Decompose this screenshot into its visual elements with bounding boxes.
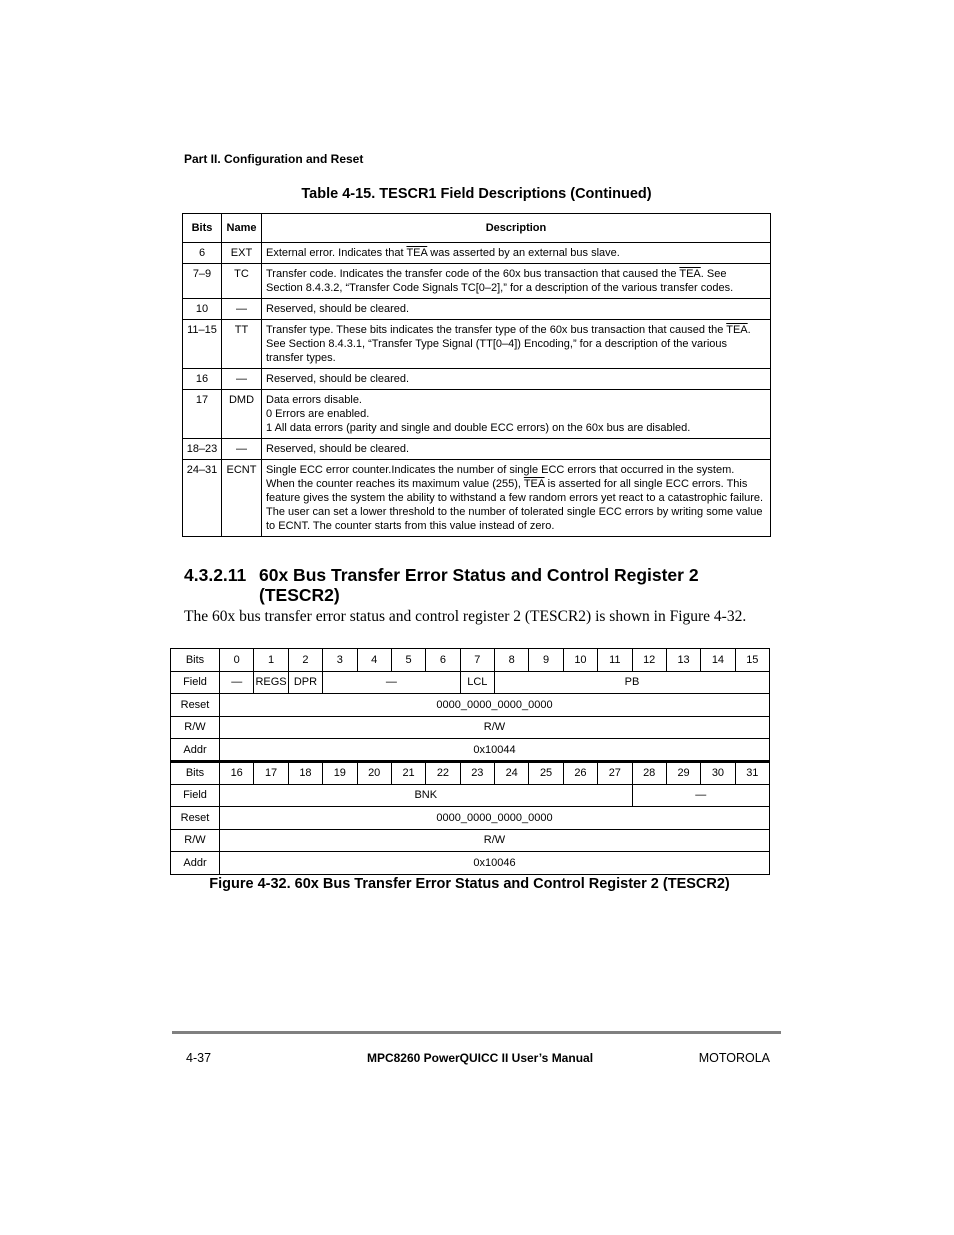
section-number: 4.3.2.11 <box>184 565 247 585</box>
row-name: EXT <box>222 243 262 264</box>
row-label-rw: R/W <box>171 829 220 852</box>
description-text: is asserted for all single ECC errors. This feature gives the system the ability to withstand a few random errors yet react to a catastrophic failure. The user can set a lower threshold to the number of tolerated single ECC errors by writing some value to ECNT. The counter starts from this value instead of zero. <box>266 478 764 532</box>
bit-number: 17 <box>254 762 288 785</box>
reset-row <box>171 694 770 717</box>
field-cell: PB <box>495 671 770 694</box>
row-name: DMD <box>222 390 262 439</box>
field-row <box>171 671 770 694</box>
row-label-addr: Addr <box>171 739 220 762</box>
bits-row <box>171 649 770 672</box>
row-name: — <box>222 439 262 460</box>
bit-number: 0 <box>220 649 254 672</box>
section-title-line1: 60x Bus Transfer Error Status and Control Register 2 <box>259 565 699 585</box>
table-row <box>183 439 771 460</box>
tea-signal: $\overline{TEA}$ <box>679 268 701 280</box>
bit-number: 1 <box>254 649 288 672</box>
bit-number: 30 <box>701 762 735 785</box>
row-bits: 6 <box>183 243 222 264</box>
bit-number: 28 <box>632 762 666 785</box>
row-bits: 24–31 <box>183 460 222 537</box>
row-label-reset: Reset <box>171 694 220 717</box>
bit-number: 4 <box>357 649 391 672</box>
row-label-bits: Bits <box>171 649 220 672</box>
table-row <box>183 243 771 264</box>
addr-value: 0x10044 <box>220 739 770 762</box>
row-label-rw: R/W <box>171 716 220 739</box>
field-cell: DPR <box>288 671 322 694</box>
bit-number: 5 <box>391 649 425 672</box>
description-text: External error. Indicates that <box>266 247 407 259</box>
footer-rule <box>172 1031 781 1034</box>
row-description <box>262 460 771 537</box>
register-diagram-lower <box>170 760 770 875</box>
row-label-reset: Reset <box>171 807 220 830</box>
figure-caption: Figure 4-32. 60x Bus Transfer Error Status and Control Register 2 (TESCR2) <box>209 876 730 892</box>
field-row <box>171 784 770 807</box>
description-text: Reserved, should be cleared. <box>266 443 410 455</box>
field-cell: — <box>220 671 254 694</box>
header-bits: Bits <box>183 214 222 243</box>
bit-number: 31 <box>735 762 769 785</box>
field-cell: LCL <box>460 671 494 694</box>
addr-value: 0x10046 <box>220 852 770 875</box>
row-bits: 18–23 <box>183 439 222 460</box>
row-description <box>262 439 771 460</box>
bit-number: 15 <box>735 649 769 672</box>
field-cell: BNK <box>220 784 633 807</box>
bit-number: 13 <box>666 649 700 672</box>
row-bits: 16 <box>183 369 222 390</box>
bit-number: 10 <box>563 649 597 672</box>
row-name: — <box>222 299 262 320</box>
bit-number: 7 <box>460 649 494 672</box>
row-description <box>262 369 771 390</box>
description-text: Single ECC error counter.Indicates the number of single ECC errors that occurred in the system. When the counter reaches its maximum value (255), <box>266 464 735 490</box>
row-bits: 11–15 <box>183 320 222 369</box>
page-number: 4-37 <box>186 1051 212 1065</box>
bit-number: 8 <box>495 649 529 672</box>
rw-value: R/W <box>220 829 770 852</box>
reset-value: 0000_0000_0000_0000 <box>220 807 770 830</box>
reset-value: 0000_0000_0000_0000 <box>220 694 770 717</box>
row-name: TC <box>222 264 262 299</box>
bit-number: 21 <box>391 762 425 785</box>
bit-number: 26 <box>563 762 597 785</box>
row-description <box>262 320 771 369</box>
table-row <box>183 299 771 320</box>
section-heading <box>184 565 699 605</box>
bit-number: 18 <box>288 762 322 785</box>
row-label-addr: Addr <box>171 852 220 875</box>
tea-signal: $\overline{TEA}$ <box>523 478 545 490</box>
description-text: . See Section 8.4.3.2, “Transfer Code Signals TC[0–2],” for a description of the various transfer codes. <box>266 268 734 294</box>
bit-number: 22 <box>426 762 460 785</box>
description-text: Data errors disable. <box>266 394 362 406</box>
header-description: Description <box>262 214 771 243</box>
bit-number: 16 <box>220 762 254 785</box>
table-row <box>183 390 771 439</box>
row-description <box>262 264 771 299</box>
bit-number: 24 <box>495 762 529 785</box>
description-text: was asserted by an external bus slave. <box>427 247 620 259</box>
addr-row <box>171 739 770 762</box>
bit-number: 9 <box>529 649 563 672</box>
description-text: 0 Errors are enabled. <box>266 408 370 420</box>
table-row <box>183 460 771 537</box>
bit-number: 25 <box>529 762 563 785</box>
field-cell: REGS <box>254 671 288 694</box>
bit-number: 27 <box>598 762 632 785</box>
bit-number: 12 <box>632 649 666 672</box>
description-text: . See Section 8.4.3.1, “Transfer Type Signal (TT[0–4]) Encoding,” for a description of the various transfer types. <box>266 324 751 364</box>
row-description <box>262 299 771 320</box>
bit-number: 2 <box>288 649 322 672</box>
bit-number: 6 <box>426 649 460 672</box>
tea-signal: $\overline{TEA}$ <box>726 324 748 336</box>
bit-number: 11 <box>598 649 632 672</box>
company-name: MOTOROLA <box>698 1051 770 1065</box>
row-bits: 17 <box>183 390 222 439</box>
bit-number: 3 <box>323 649 357 672</box>
rw-value: R/W <box>220 716 770 739</box>
table-row <box>183 369 771 390</box>
description-text: Reserved, should be cleared. <box>266 373 410 385</box>
register-diagram-upper <box>170 648 770 762</box>
section-title-line2: (TESCR2) <box>259 585 340 605</box>
header-name: Name <box>222 214 262 243</box>
table-title: Table 4-15. TESCR1 Field Descriptions (Continued) <box>301 186 652 202</box>
addr-row <box>171 852 770 875</box>
bit-number: 14 <box>701 649 735 672</box>
description-text: Transfer code. Indicates the transfer code of the 60x bus transaction that caused the <box>266 268 680 280</box>
body-paragraph: The 60x bus transfer error status and control register 2 (TESCR2) is shown in Figure 4-32. <box>184 608 747 625</box>
row-name: — <box>222 369 262 390</box>
manual-title: MPC8260 PowerQUICC II User’s Manual <box>366 1051 594 1065</box>
field-cell: — <box>632 784 770 807</box>
field-cell: — <box>323 671 461 694</box>
rw-row <box>171 829 770 852</box>
table-row <box>183 264 771 299</box>
row-label-field: Field <box>171 784 220 807</box>
rw-row <box>171 716 770 739</box>
description-text: 1 All data errors (parity and single and double ECC errors) on the 60x bus are disabled. <box>266 422 691 434</box>
row-label-field: Field <box>171 671 220 694</box>
bit-number: 19 <box>323 762 357 785</box>
row-description <box>262 243 771 264</box>
tea-signal: $\overline{TEA}$ <box>406 247 428 259</box>
row-name: TT <box>222 320 262 369</box>
row-description <box>262 390 771 439</box>
field-descriptions-table <box>182 213 771 537</box>
bit-number: 20 <box>357 762 391 785</box>
description-text: Reserved, should be cleared. <box>266 303 410 315</box>
bit-number: 23 <box>460 762 494 785</box>
description-text: Transfer type. These bits indicates the transfer type of the 60x bus transaction that caused the <box>266 324 727 336</box>
row-label-bits: Bits <box>171 762 220 785</box>
row-bits: 10 <box>183 299 222 320</box>
reset-row <box>171 807 770 830</box>
running-header: Part II. Configuration and Reset <box>184 152 364 166</box>
bits-row <box>171 762 770 785</box>
bit-number: 29 <box>666 762 700 785</box>
table-header-row <box>183 214 771 243</box>
table-row <box>183 320 771 369</box>
row-bits: 7–9 <box>183 264 222 299</box>
row-name: ECNT <box>222 460 262 537</box>
